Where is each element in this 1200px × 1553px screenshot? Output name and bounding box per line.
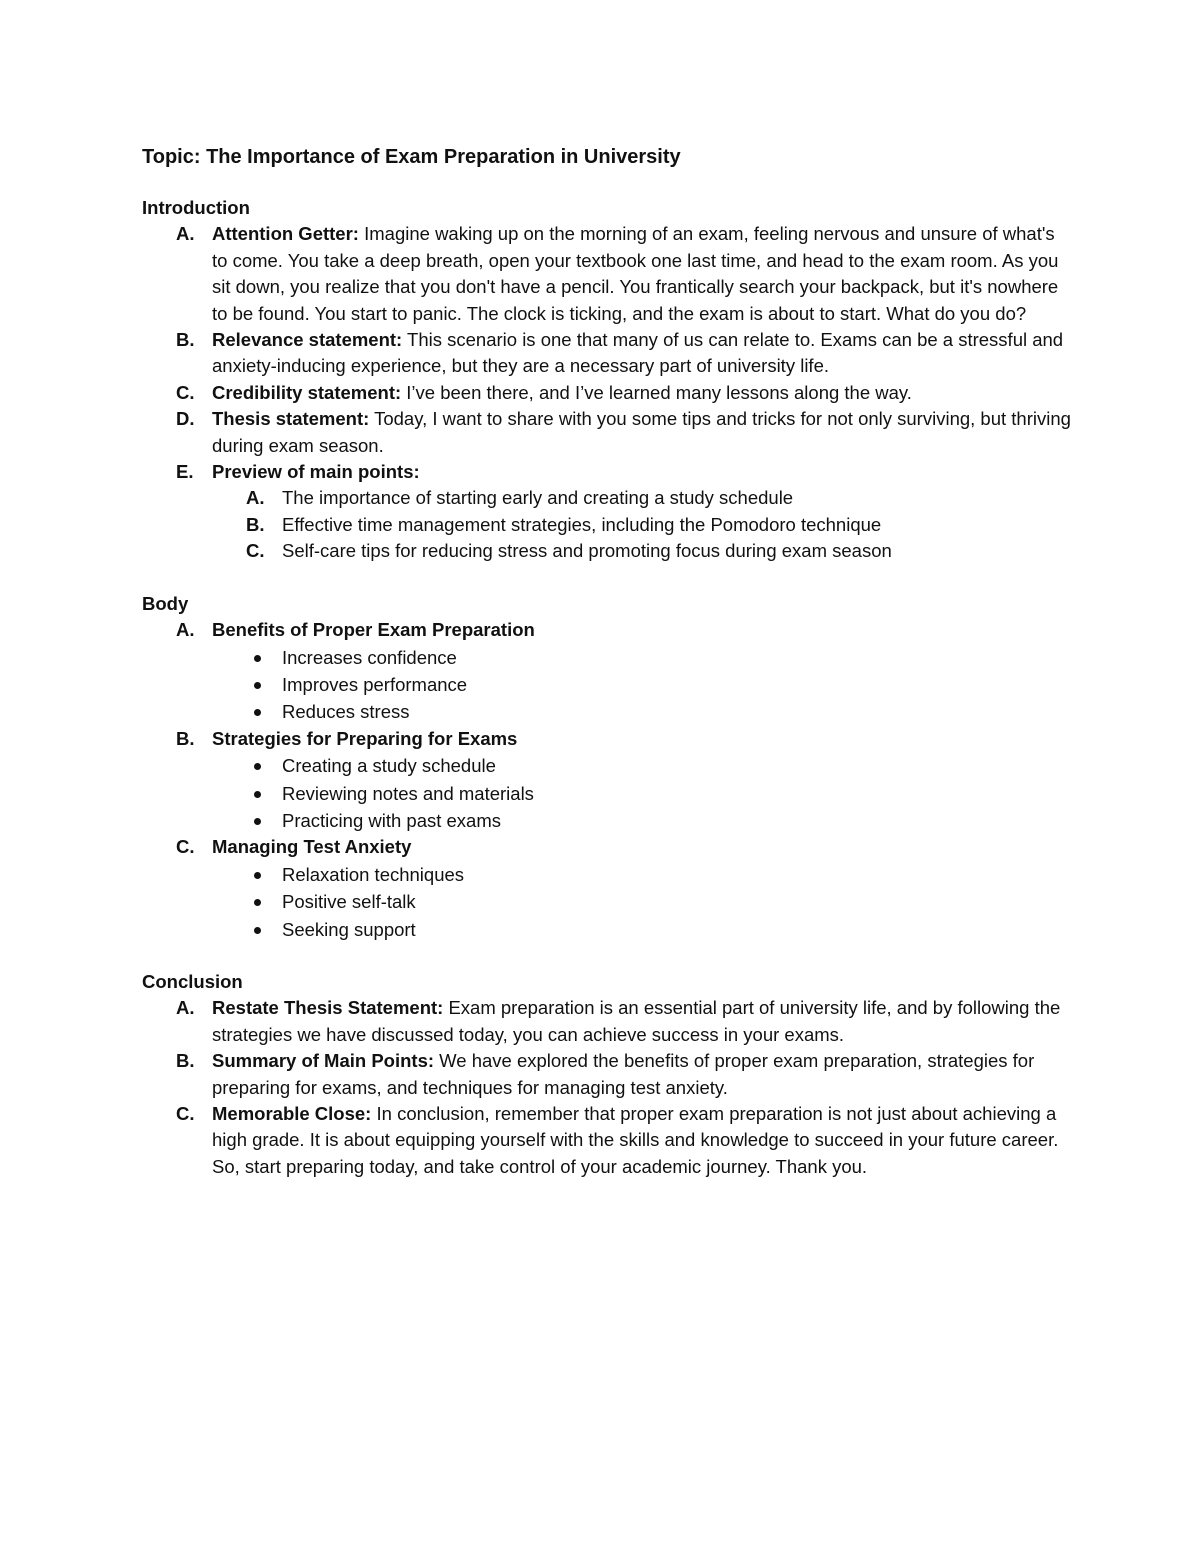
- conclusion-item-summary: [142, 1048, 1072, 1101]
- bullet-text: Improves performance: [282, 673, 468, 695]
- item-label: Preview of main points:: [212, 461, 420, 483]
- bullet-dot-icon: [254, 791, 261, 798]
- item-text: In conclusion, remember that proper exam preparation is not just about achieving a high grade. It is about equipping yourself with the skills and knowledge to succeed in your future career. So, start preparing today, and take control of your academic journey. Thank you.: [212, 1103, 1059, 1177]
- introduction-heading: Introduction: [142, 197, 250, 218]
- introduction-item-preview-main-points: [142, 459, 1072, 565]
- item-text: We have explored the benefits of proper exam preparation, strategies for preparing for exams, and techniques for managing test anxiety.: [212, 1050, 1035, 1098]
- sublist-marker: C.: [246, 540, 265, 562]
- sublist-marker: A.: [246, 487, 265, 509]
- subitem-text: Self-care tips for reducing stress and promoting focus during exam season: [282, 540, 892, 562]
- introduction-item-relevance-statement: [142, 327, 1072, 380]
- item-text: I’ve been there, and I’ve learned many lessons along the way.: [401, 381, 912, 403]
- item-label: Memorable Close:: [212, 1103, 372, 1124]
- body-section: [142, 591, 1072, 943]
- item-label: Attention Getter:: [212, 223, 359, 245]
- list-marker: A.: [176, 619, 195, 641]
- bullet-text: Seeking support: [282, 918, 416, 940]
- bullet-item: [212, 672, 1072, 698]
- preview-subitem: [212, 538, 1072, 564]
- introduction-section: [142, 195, 1072, 565]
- conclusion-list: [142, 995, 1072, 1180]
- item-label: Strategies for Preparing for Exams: [212, 727, 518, 749]
- item-text: Imagine waking up on the morning of an exam, feeling nervous and unsure of what's to come. You take a deep breath, open your textbook one last time, and head to the exam room. As you sit down, you realize that you don't have a pencil. You frantically search your backpack, but it's nowhere to be found. You start to panic. The clock is ticking, and the exam is about to start. What do you do?: [212, 223, 1059, 324]
- bullet-dot-icon: [254, 927, 261, 934]
- bullet-dot-icon: [254, 899, 261, 906]
- bullet-text: Increases confidence: [282, 646, 457, 668]
- bullet-item: [212, 699, 1072, 725]
- item-text: Today, I want to share with you some tips and tricks for not only surviving, but thriving during exam season.: [212, 408, 1071, 456]
- bullet-text: Practicing with past exams: [282, 809, 502, 831]
- list-marker: A.: [176, 223, 195, 245]
- item-label: Restate Thesis Statement:: [212, 997, 444, 1019]
- bullet-text: Relaxation techniques: [282, 863, 465, 885]
- introduction-item-credibility-statement: [142, 380, 1072, 406]
- bullet-dot-icon: [254, 872, 261, 879]
- list-marker: D.: [176, 408, 195, 430]
- preview-subitem: [212, 485, 1072, 511]
- bullet-list: [212, 645, 1072, 726]
- bullet-item: [212, 808, 1072, 834]
- list-marker: C.: [176, 1103, 195, 1124]
- conclusion-item-restate-thesis: [142, 995, 1072, 1048]
- item-label: Relevance statement:: [212, 329, 403, 351]
- bullet-text: Reviewing notes and materials: [282, 782, 534, 804]
- bullet-item: [212, 645, 1072, 671]
- bullet-item: [212, 781, 1072, 807]
- bullet-list: [212, 753, 1072, 834]
- body-item-benefits: [142, 617, 1072, 726]
- body-item-strategies: [142, 726, 1072, 835]
- document-title: Topic: The Importance of Exam Preparation in University: [142, 146, 681, 168]
- document-page: [142, 143, 1072, 1180]
- list-marker: A.: [176, 997, 195, 1019]
- bullet-item: [212, 862, 1072, 888]
- bullet-item: [212, 889, 1072, 915]
- body-item-test-anxiety: [142, 834, 1072, 943]
- introduction-list: [142, 221, 1072, 564]
- preview-subitem: [212, 512, 1072, 538]
- list-marker: B.: [176, 1050, 195, 1072]
- conclusion-heading: Conclusion: [142, 970, 243, 992]
- bullet-dot-icon: [254, 763, 261, 770]
- subitem-text: The importance of starting early and creating a study schedule: [282, 487, 794, 509]
- bullet-text: Reduces stress: [282, 701, 410, 723]
- conclusion-item-memorable-close: [142, 1101, 1072, 1180]
- body-heading: Body: [142, 592, 189, 614]
- item-label: Managing Test Anxiety: [212, 836, 412, 858]
- item-label: Summary of Main Points:: [212, 1050, 435, 1072]
- introduction-item-attention-getter: [142, 221, 1072, 327]
- introduction-item-thesis-statement: [142, 406, 1072, 459]
- conclusion-section: [142, 969, 1072, 1180]
- list-marker: E.: [176, 461, 194, 483]
- list-marker: B.: [176, 329, 195, 351]
- bullet-text: Positive self-talk: [282, 891, 416, 913]
- item-text: Exam preparation is an essential part of university life, and by following the strategies we have discussed today, you can achieve success in your exams.: [212, 997, 1061, 1045]
- bullet-item: [212, 917, 1072, 943]
- list-marker: C.: [176, 381, 195, 403]
- list-marker: C.: [176, 836, 195, 858]
- item-label: Thesis statement:: [212, 408, 370, 430]
- subitem-text: Effective time management strategies, including the Pomodoro technique: [282, 513, 882, 535]
- body-list: [142, 617, 1072, 943]
- bullet-dot-icon: [254, 655, 261, 662]
- bullet-dot-icon: [254, 682, 261, 689]
- preview-sublist: [212, 485, 1072, 564]
- bullet-dot-icon: [254, 818, 261, 825]
- bullet-item: [212, 753, 1072, 779]
- bullet-list: [212, 862, 1072, 943]
- item-text: This scenario is one that many of us can relate to. Exams can be a stressful and anxiety-inducing experience, but they are a necessary part of university life.: [212, 329, 1064, 377]
- bullet-text: Creating a study schedule: [282, 755, 496, 777]
- sublist-marker: B.: [246, 513, 265, 535]
- item-label: Credibility statement:: [212, 381, 402, 403]
- item-label: Benefits of Proper Exam Preparation: [212, 619, 535, 641]
- bullet-dot-icon: [254, 709, 261, 716]
- list-marker: B.: [176, 727, 195, 749]
